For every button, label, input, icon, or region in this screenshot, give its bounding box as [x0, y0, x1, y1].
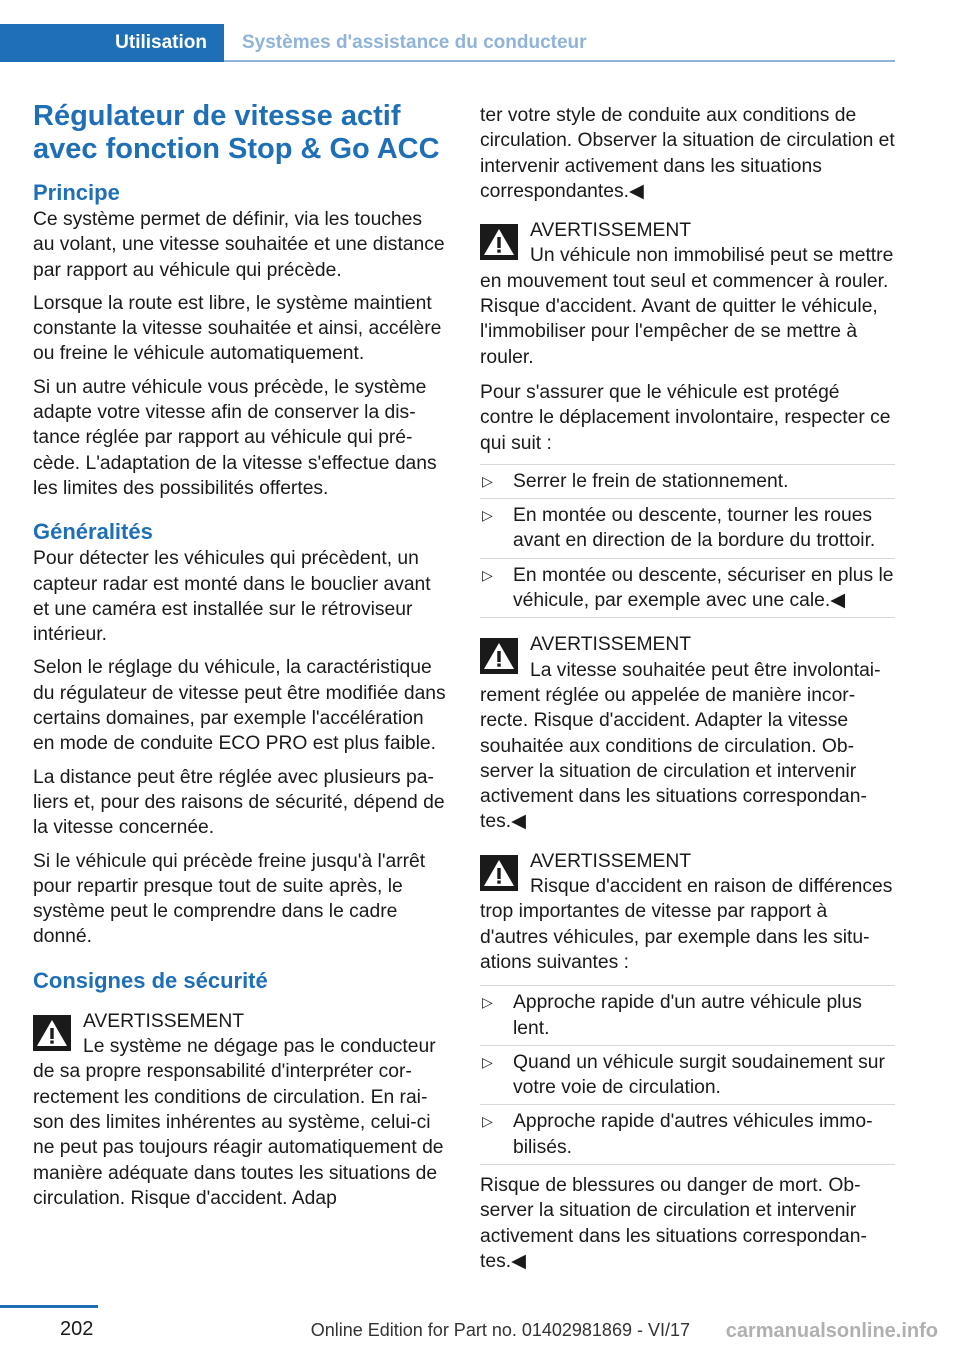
warning-triangle-icon: [480, 224, 518, 260]
list-item: ▷ Approche rapide d'un autre véhicule plus lent.: [480, 985, 895, 1046]
header-section-tab: Utilisation: [0, 24, 224, 62]
page-number: 202: [60, 1318, 94, 1340]
header-chapter-title: Systèmes d'assistance du conducteur: [242, 32, 587, 53]
warning-triangle-icon: [480, 855, 518, 891]
header-rule: [224, 60, 895, 62]
warning-title: AVERTISSEMENT: [530, 850, 692, 872]
warning-block: [480, 632, 895, 834]
warning-block: [480, 218, 895, 370]
warning-text: Risque d'accident en raison de différences trop importantes de vitesse par rapport à d'autres véhicules, par exemple dans les situations suivantes :: [480, 876, 893, 973]
warning-title: AVERTISSEMENT: [83, 1010, 245, 1032]
warning-text: La vitesse souhaitée peut être involontairement réglée ou appelée de manière incorrecte. Risque d'accident. Adapter la vitesse souhaitée aux conditions de circulation. Observer la situation de circulation et intervenir activement dans les situations correspondantes.◀: [480, 659, 881, 833]
warning-title: AVERTISSEMENT: [530, 634, 692, 656]
warning-text: Un véhicule non immobilisé peut se mettre en mouvement tout seul et commencer à rouler. Risque d'accident. Avant de quitter le véhicule, l'immobiliser pour l'empêcher de se mettre à rouler.: [480, 245, 894, 368]
list-item: ▷ En montée ou descente, tourner les roues avant en direction de la bordure du trottoir.: [480, 499, 895, 559]
list-item: ▷ Approche rapide d'autres véhicules immobilisés.: [480, 1105, 895, 1165]
paragraph: Ce système permet de définir, via les touches au volant, une vitesse souhaitée et une distance par rapport au véhicule qui précède.: [33, 209, 445, 281]
paragraph: Si le véhicule qui précède freine jusqu'à l'arrêt pour repartir presque tout de suite après, le système peut le comprendre dans le cadre donné.: [33, 850, 426, 948]
paragraph: ter votre style de conduite aux conditions de circulation. Observer la situation de circulation et intervenir activement dans les situations correspondantes.◀: [480, 105, 895, 202]
heading-generalites: Généralités: [33, 519, 153, 545]
bullet-list: [480, 464, 895, 618]
warning-triangle-icon: [480, 638, 518, 674]
triangle-bullet-icon: ▷: [482, 507, 493, 524]
paragraph: Lorsque la route est libre, le système maintient constante la vitesse souhaitée et ainsi, accélère ou freine le véhicule automatiquement.: [33, 292, 442, 365]
paragraph: Si un autre véhicule vous précède, le système adapte votre vitesse afin de conserver la distance réglée par rapport au véhicule qui précède. L'adaptation de la vitesse s'effectue dans les limites des possibilités offertes.: [33, 376, 437, 499]
paragraph: Pour s'assurer que le véhicule est protégé contre le déplacement involontaire, respecter ce qui suit :: [480, 381, 891, 454]
triangle-bullet-icon: ▷: [482, 1053, 493, 1070]
list-item: ▷ Quand un véhicule surgit soudainement sur votre voie de circulation.: [480, 1046, 895, 1106]
warning-text: Le système ne dégage pas le conducteur de sa propre responsabilité d'interpréter correctement les conditions de circulation. En raison des limites inhérentes au système, celui-ci ne peut pas toujours réagir automatiquement de manière adéquate dans toutes les situations de circulation. Risque d'accident. Adap: [33, 1036, 444, 1209]
warning-triangle-icon: [33, 1015, 71, 1051]
bullet-list: [480, 985, 895, 1165]
triangle-bullet-icon: ▷: [482, 566, 493, 583]
triangle-bullet-icon: ▷: [482, 472, 493, 489]
paragraph: La distance peut être réglée avec plusieurs paliers et, pour des raisons de sécurité, dépend de la vitesse concernée.: [33, 766, 445, 839]
warning-block: [480, 849, 895, 975]
paragraph: Pour détecter les véhicules qui précèdent, un capteur radar est monté dans le bouclier avant et une caméra est installée sur le rétroviseur intérieur.: [33, 548, 431, 646]
list-item: ▷ En montée ou descente, sécuriser en plus le véhicule, par exemple avec une cale.◀: [480, 559, 895, 619]
watermark: carmanualsonline.info: [725, 1320, 938, 1342]
list-item: ▷ Serrer le frein de stationnement.: [480, 464, 895, 499]
heading-principe: Principe: [33, 180, 120, 205]
triangle-bullet-icon: ▷: [482, 1113, 493, 1130]
triangle-bullet-icon: ▷: [482, 994, 493, 1011]
paragraph: Risque de blessures ou danger de mort. Observer la situation de circulation et intervenir activement dans les situations correspondantes.◀: [480, 1174, 867, 1272]
left-column: [33, 100, 448, 1221]
right-column: [480, 103, 895, 1282]
paragraph: Selon le réglage du véhicule, la caractéristique du régulateur de vitesse peut être modifiée dans certains domaines, par exemple l'accélération en mode de conduite ECO PRO est plus faible.: [33, 657, 446, 755]
page-header: [0, 24, 895, 62]
warning-block: [33, 1009, 448, 1211]
edition-note: Online Edition for Part no. 01402981869 - VI/17: [310, 1320, 690, 1340]
heading-consignes: Consignes de sécurité: [33, 967, 268, 993]
footer-rule: [0, 1305, 98, 1308]
warning-title: AVERTISSEMENT: [530, 220, 692, 242]
page-title: Régulateur de vitesse actif avec fonction Stop & Go ACC: [33, 100, 440, 165]
